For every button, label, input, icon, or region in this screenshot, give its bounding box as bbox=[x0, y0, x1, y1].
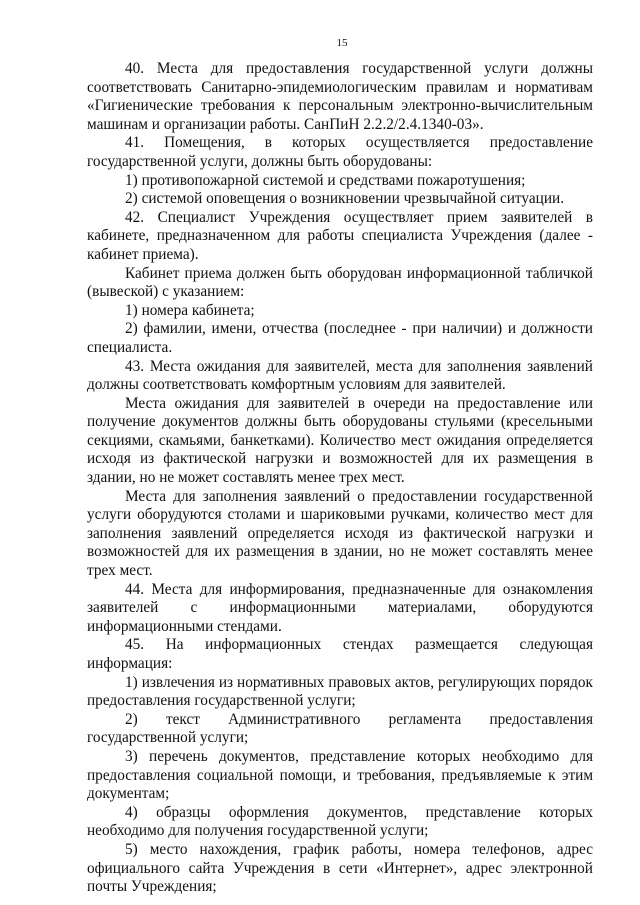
list-item: 1) извлечения из нормативных правовых актов, регулирующих порядок предоставления государственной услуги; bbox=[87, 673, 593, 710]
paragraph: 41. Помещения, в которых осуществляется предоставление государственной услуги, должны быть оборудованы: bbox=[87, 134, 593, 170]
paragraph: Кабинет приема должен быть оборудован информационной табличкой (вывеской) с указанием: bbox=[87, 264, 593, 301]
list-item: 2) фамилии, имени, отчества (последнее - при наличии) и должности специалиста. bbox=[87, 320, 593, 356]
paragraph: 45. На информационных стендах размещается следующая информация: bbox=[87, 636, 593, 672]
list-item: 1) номера кабинета; bbox=[125, 301, 255, 319]
page-number: 15 bbox=[336, 37, 348, 49]
paragraph: 40. Места для предоставления государственной услуги должны соответствовать Санитарно-эпидемиологическим правилам и нормативам «Гигиенические требования к персональным электронно-вычислительным машинам и организации работы. СанПиН 2.2.2/2.4.1340-03». bbox=[87, 60, 593, 133]
list-item: 4) образцы оформления документов, представление которых необходимо для получения государственной услуги; bbox=[87, 803, 593, 840]
list-item: 2) текст Административного регламента предоставления государственной услуги; bbox=[87, 710, 593, 747]
list-item: 5) место нахождения, график работы, номера телефонов, адрес официального сайта Учреждения в сети «Интернет», адрес электронной почты Учреждения; bbox=[87, 840, 593, 896]
paragraph: 43. Места ожидания для заявителей, места для заполнения заявлений должны соответствовать комфортным условиям для заявителей. bbox=[87, 357, 593, 394]
document-body bbox=[87, 60, 593, 897]
paragraph: 42. Специалист Учреждения осуществляет прием заявителей в кабинете, предназначенном для работы специалиста Учреждения (далее - кабинет приема). bbox=[87, 208, 593, 263]
paragraph: Места ожидания для заявителей в очереди на предоставление или получение документов должны быть оборудованы стульями (кресельными секциями, скамьями, банкетками). Количество мест ожидания определяется исходя из фактической нагрузки и возможностей для их размещения в здании, но не может составлять менее трех мест. bbox=[87, 394, 593, 487]
paragraph: 44. Места для информирования, предназначенные для ознакомления заявителей с информационными материалами, оборудуются информационными стендами. bbox=[87, 580, 593, 635]
list-item: 2) системой оповещения о возникновении чрезвычайной ситуации. bbox=[125, 190, 565, 208]
list-item: 1) противопожарной системой и средствами пожаротушения; bbox=[125, 171, 526, 189]
paragraph: Места для заполнения заявлений о предоставлении государственной услуги оборудуются столами и шариковыми ручками, количество мест для заполнения заявлений определяется исходя из фактической нагрузки и возможностей для их размещения в здании, но не может составлять менее трех мест. bbox=[87, 487, 593, 580]
list-item: 3) перечень документов, представление которых необходимо для предоставления социальной помощи, и требования, предъявляемые к этим документам; bbox=[87, 747, 593, 803]
